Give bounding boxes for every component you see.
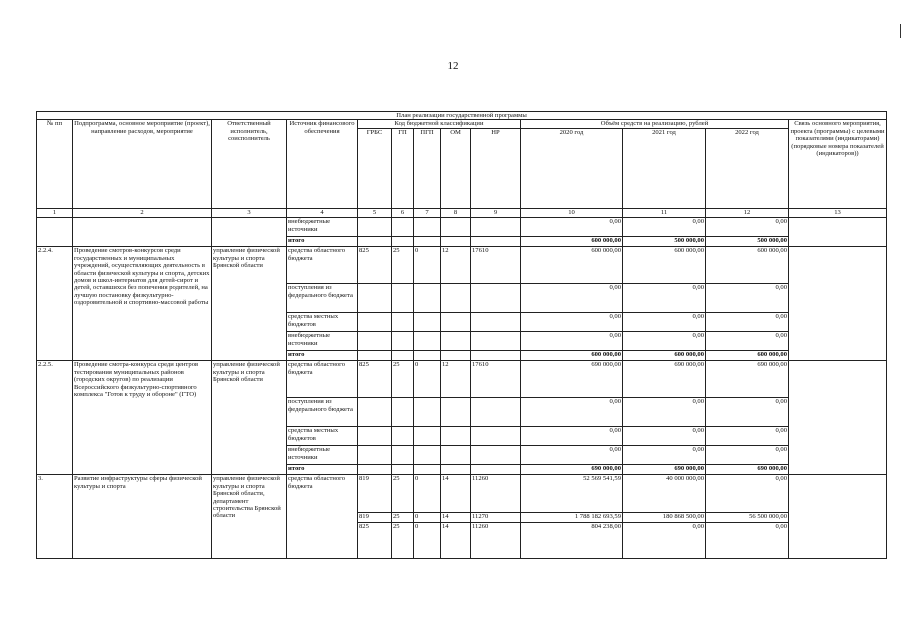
amount-2020: 0,00	[521, 446, 623, 465]
pgp: 0	[414, 475, 441, 513]
header-2022: 2022 год	[706, 129, 789, 209]
total-2021: 690 000,00	[623, 465, 706, 475]
amount-2022: 0,00	[706, 218, 789, 237]
nr: 11260	[471, 475, 521, 513]
header-2021: 2021 год	[623, 129, 706, 209]
amount-2021: 40 000 000,00	[623, 475, 706, 513]
amount-2020: 690 000,00	[521, 361, 623, 398]
amount-2021: 180 868 500,00	[623, 513, 706, 523]
amount-2021: 0,00	[623, 446, 706, 465]
amount-2021: 0,00	[623, 332, 706, 351]
amount-2022: 0,00	[706, 446, 789, 465]
col-number: 6	[392, 209, 414, 218]
total-2021: 600 000,00	[623, 351, 706, 361]
om: 14	[441, 513, 471, 523]
amount-2022: 0,00	[706, 313, 789, 332]
responsible-executor: управление физической культуры и спорта Брянской области	[212, 247, 287, 361]
gp: 25	[392, 247, 414, 284]
amount-2020: 1 788 182 693,59	[521, 513, 623, 523]
col-number: 10	[521, 209, 623, 218]
table-row	[37, 361, 887, 398]
pgp: 0	[414, 523, 441, 559]
total-2022: 690 000,00	[706, 465, 789, 475]
pgp: 0	[414, 513, 441, 523]
row-number: 2.2.4.	[37, 247, 73, 361]
col-number: 2	[73, 209, 212, 218]
col-number: 1	[37, 209, 73, 218]
source-label: внебюджетные источники	[287, 218, 358, 237]
header-gp: ГП	[392, 129, 414, 209]
header-responsible: Ответственный исполнитель, соисполнитель	[212, 120, 287, 209]
amount-2022: 0,00	[706, 475, 789, 513]
grbs: 825	[358, 361, 392, 398]
amount-2022: 0,00	[706, 398, 789, 427]
total-label: итого	[287, 465, 358, 475]
amount-2020: 52 569 541,59	[521, 475, 623, 513]
total-label: итого	[287, 351, 358, 361]
col-number: 12	[706, 209, 789, 218]
header-pgp: ПГП	[414, 129, 441, 209]
col-number: 13	[789, 209, 887, 218]
amount-2022: 0,00	[706, 427, 789, 446]
col-number: 11	[623, 209, 706, 218]
om: 14	[441, 523, 471, 559]
measure-title: Проведение смотра-конкурса среди центров тестирования муниципальных районов (городских округов) по реализации Всероссийского физкультурно-спортивного комплекса "Готов к труду и обороне" (ГТО)	[73, 361, 212, 475]
header-source: Источник финансового обеспечения	[287, 120, 358, 209]
gp: 25	[392, 475, 414, 513]
om: 14	[441, 475, 471, 513]
amount-2020: 0,00	[521, 427, 623, 446]
responsible-executor: управление физической культуры и спорта Брянской области, департамент строительства Брянской области	[212, 475, 287, 559]
header-om: ОМ	[441, 129, 471, 209]
amount-2020: 0,00	[521, 313, 623, 332]
amount-2022: 0,00	[706, 332, 789, 351]
gp: 25	[392, 513, 414, 523]
om: 12	[441, 361, 471, 398]
col-number: 3	[212, 209, 287, 218]
grbs: 825	[358, 523, 392, 559]
source-label: средства местных бюджетов	[287, 427, 358, 446]
row-number: 2.2.5.	[37, 361, 73, 475]
grbs: 819	[358, 475, 392, 513]
total-2020: 600 000,00	[521, 351, 623, 361]
gp: 25	[392, 361, 414, 398]
source-label: средства областного бюджета	[287, 361, 358, 398]
pgp: 0	[414, 361, 441, 398]
source-label: поступления из федерального бюджета	[287, 398, 358, 427]
source-label: внебюджетные источники	[287, 332, 358, 351]
header-subprogram: Подпрограмма, основное мероприятие (проект), направление расходов, мероприятие	[73, 120, 212, 209]
col-number: 9	[471, 209, 521, 218]
nr: 11260	[471, 523, 521, 559]
grbs: 825	[358, 247, 392, 284]
total-2021: 500 000,00	[623, 237, 706, 247]
plan-table	[36, 111, 887, 559]
nr: 11270	[471, 513, 521, 523]
amount-2021: 600 000,00	[623, 247, 706, 284]
table-row	[37, 218, 887, 237]
header-budget-code: Код бюджетной классификации	[358, 120, 521, 129]
amount-2021: 0,00	[623, 398, 706, 427]
header-no: № пп	[37, 120, 73, 209]
header-amount: Объём средств на реализацию, рублей	[521, 120, 789, 129]
total-2022: 500 000,00	[706, 237, 789, 247]
amount-2021: 0,00	[623, 313, 706, 332]
nr: 17610	[471, 361, 521, 398]
responsible-executor: управление физической культуры и спорта Брянской области	[212, 361, 287, 475]
amount-2022: 600 000,00	[706, 247, 789, 284]
amount-2020: 600 000,00	[521, 247, 623, 284]
page-number: 12	[447, 60, 459, 72]
amount-2021: 0,00	[623, 523, 706, 559]
source-label: поступления из федерального бюджета	[287, 284, 358, 313]
amount-2021: 0,00	[623, 284, 706, 313]
source-label: средства областного бюджета	[287, 475, 358, 559]
nr: 17610	[471, 247, 521, 284]
header-link: Связь основного мероприятия, проекта (программы) с целевыми показателями (индикаторами) (порядковые номера показателей (индикаторов))	[789, 120, 887, 209]
pgp: 0	[414, 247, 441, 284]
header-grbs: ГРБС	[358, 129, 392, 209]
source-label: средства областного бюджета	[287, 247, 358, 284]
col-number: 8	[441, 209, 471, 218]
amount-2022: 0,00	[706, 284, 789, 313]
amount-2020: 0,00	[521, 332, 623, 351]
measure-title: Проведение смотров-конкурсов среди государственных и муниципальных учреждений, осуществляющих деятельность в области физической культуры и спорта, детских домов и школ-интернатов для детей-сирот и детей, оставшихся без попечения родителей, на лучшую постановку физкультурно-оздоровительной и спортивно-массовой работы	[73, 247, 212, 361]
amount-2022: 690 000,00	[706, 361, 789, 398]
total-label: итого	[287, 237, 358, 247]
amount-2020: 0,00	[521, 284, 623, 313]
amount-2021: 690 000,00	[623, 361, 706, 398]
table-title: План реализации государственной программы	[37, 112, 887, 120]
om: 12	[441, 247, 471, 284]
total-2020: 600 000,00	[521, 237, 623, 247]
source-label: внебюджетные источники	[287, 446, 358, 465]
col-number: 7	[414, 209, 441, 218]
source-label: средства местных бюджетов	[287, 313, 358, 332]
measure-title: Развитие инфраструктуры сферы физической культуры и спорта	[73, 475, 212, 559]
amount-2022: 0,00	[706, 523, 789, 559]
amount-2020: 0,00	[521, 398, 623, 427]
amount-2022: 56 500 000,00	[706, 513, 789, 523]
table-row	[37, 247, 887, 284]
amount-2021: 0,00	[623, 218, 706, 237]
total-2022: 600 000,00	[706, 351, 789, 361]
row-number: 3.	[37, 475, 73, 559]
gp: 25	[392, 523, 414, 559]
amount-2020: 0,00	[521, 218, 623, 237]
amount-2020: 804 238,00	[521, 523, 623, 559]
header-2020: 2020 год	[521, 129, 623, 209]
table-row	[37, 475, 887, 513]
header-nr: НР	[471, 129, 521, 209]
col-number: 5	[358, 209, 392, 218]
total-2020: 690 000,00	[521, 465, 623, 475]
edge-mark	[900, 24, 901, 38]
col-number: 4	[287, 209, 358, 218]
amount-2021: 0,00	[623, 427, 706, 446]
grbs: 819	[358, 513, 392, 523]
